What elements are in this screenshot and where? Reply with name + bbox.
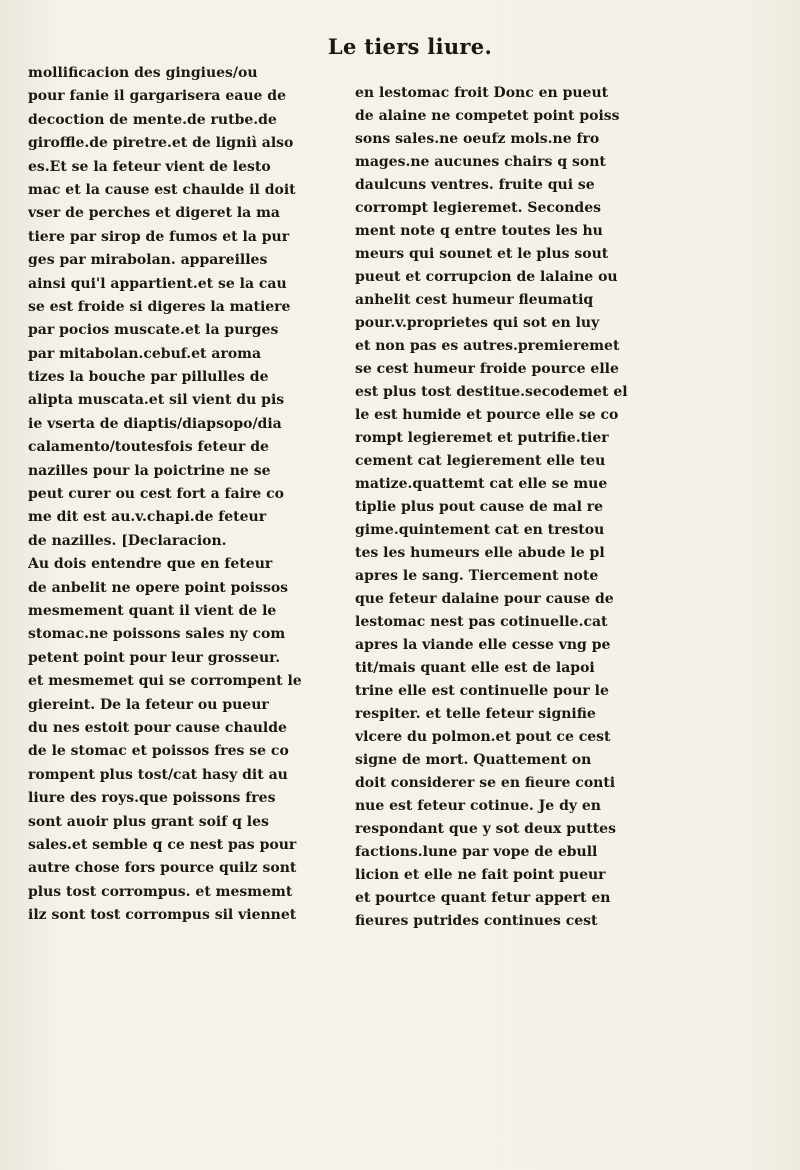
text-line: plus tost corrompus. et mesmemt bbox=[28, 883, 293, 900]
text-line: daulcuns ventres. fruite qui se bbox=[355, 177, 595, 193]
text-line: petent point pour leur grosseur. bbox=[28, 649, 281, 666]
text-line: liure des roys.que poissons fres bbox=[28, 790, 276, 807]
text-line: sons sales.ne oeufz mols.ne fro bbox=[355, 131, 600, 147]
text-line: meurs qui sounet et le plus sout bbox=[355, 246, 609, 262]
text-line: ges par mirabolan. appareilles bbox=[28, 252, 268, 269]
text-line: en lestomac froit Donc en pueut bbox=[355, 85, 609, 101]
text-line: gime.quintement cat en trestou bbox=[355, 522, 605, 538]
text-line: alipta muscata.et sil vient du pis bbox=[28, 392, 285, 409]
text-line: rompent plus tost/cat hasy dit au bbox=[28, 766, 288, 783]
text-line: nue est feteur cotinue. Je dy en bbox=[355, 798, 601, 814]
text-line: sont auoir plus grant soif q les bbox=[28, 813, 269, 830]
text-line: fieures putrides continues cest bbox=[355, 913, 598, 929]
left-text-column bbox=[28, 62, 350, 927]
text-line: par mitabolan.cebuf.et aroma bbox=[28, 345, 262, 362]
text-line: de anbelit ne opere point poissos bbox=[28, 579, 289, 596]
text-line: ainsi qui'l appartient.et se la cau bbox=[28, 275, 287, 292]
text-line: tizes la bouche par pillulles de bbox=[28, 369, 269, 386]
text-line: me dit est au.v.chapi.de feteur bbox=[28, 509, 267, 526]
text-line: et mesmemet qui se corrompent le bbox=[28, 673, 302, 690]
text-line: nazilles pour la poictrine ne se bbox=[28, 462, 271, 479]
text-line: peut curer ou cest fort a faire co bbox=[28, 486, 284, 503]
text-line: corrompt legieremet. Secondes bbox=[355, 200, 601, 216]
right-text-column bbox=[355, 82, 667, 933]
text-line: doit considerer se en fieure conti bbox=[355, 775, 616, 791]
text-line: tiplie plus pout cause de mal re bbox=[355, 499, 604, 515]
text-line: se est froide si digeres la matiere bbox=[28, 298, 291, 315]
text-line: tit/mais quant elle est de lapoi bbox=[355, 660, 595, 676]
text-line: de nazilles. [Declaracion. bbox=[28, 532, 227, 549]
text-line: est plus tost destitue.secodemet el bbox=[355, 384, 628, 400]
text-line: signe de mort. Quattement on bbox=[355, 752, 592, 768]
text-line: respondant que y sot deux puttes bbox=[355, 821, 616, 837]
text-line: Au dois entendre que en feteur bbox=[28, 556, 273, 573]
text-line: ilz sont tost corrompus sil viennet bbox=[28, 907, 297, 924]
text-line: mollificacion des gingiues/ou bbox=[28, 65, 258, 81]
text-line: ie vserta de diaptis/diapsopo/dia bbox=[28, 415, 282, 432]
text-line: du nes estoit pour cause chaulde bbox=[28, 719, 287, 736]
text-line: vser de perches et digeret la ma bbox=[28, 205, 281, 222]
text-line: cement cat legierement elle teu bbox=[355, 453, 606, 469]
text-line: matize.quattemt cat elle se mue bbox=[355, 476, 608, 492]
text-line: es.Et se la feteur vient de lesto bbox=[28, 158, 271, 175]
text-line: par pocios muscate.et la purges bbox=[28, 322, 279, 339]
text-line: lestomac nest pas cotinuelle.cat bbox=[355, 614, 608, 630]
text-line: sales.et semble q ce nest pas pour bbox=[28, 836, 297, 853]
text-line: licion et elle ne fait point pueur bbox=[355, 867, 606, 883]
text-line: rompt legieremet et putrifie.tier bbox=[355, 430, 609, 446]
running-head: Le tiers liure. bbox=[327, 34, 493, 59]
text-line: et non pas es autres.premieremet bbox=[355, 338, 620, 354]
text-line: se cest humeur froide pource elle bbox=[355, 361, 619, 377]
text-line: tes les humeurs elle abude le pl bbox=[355, 545, 605, 561]
text-line: et pourtce quant fetur appert en bbox=[355, 890, 611, 906]
text-line: de alaine ne competet point poiss bbox=[355, 108, 620, 124]
text-line: pour.v.proprietes qui sot en luy bbox=[355, 315, 600, 331]
text-line: pueut et corrupcion de lalaine ou bbox=[355, 269, 618, 285]
text-line: de le stomac et poissos fres se co bbox=[28, 743, 289, 760]
text-line: stomac.ne poissons sales ny com bbox=[28, 626, 286, 643]
text-line: apres le sang. Tiercement note bbox=[355, 568, 599, 584]
text-line: calamento/toutesfois feteur de bbox=[28, 439, 269, 456]
text-line: giroffle.de piretre.et de ligniì also bbox=[28, 135, 294, 152]
text-line: factions.lune par vope de ebull bbox=[355, 844, 598, 860]
text-line: trine elle est continuelle pour le bbox=[355, 683, 609, 699]
text-line: vlcere du polmon.et pout ce cest bbox=[355, 729, 611, 745]
text-line: que feteur dalaine pour cause de bbox=[355, 591, 614, 607]
text-line: mesmement quant il vient de le bbox=[28, 602, 277, 619]
text-line: anhelit cest humeur fleumatiq bbox=[355, 292, 594, 308]
text-line: autre chose fors pource quilz sont bbox=[28, 860, 297, 877]
text-line: le est humide et pource elle se co bbox=[355, 407, 619, 423]
text-line: decoction de mente.de rutbe.de bbox=[28, 111, 277, 128]
text-line: giereint. De la feteur ou pueur bbox=[28, 696, 269, 713]
text-line: mac et la cause est chaulde il doit bbox=[28, 181, 296, 198]
text-line: apres la viande elle cesse vng pe bbox=[355, 637, 611, 653]
text-line: mages.ne aucunes chairs q sont bbox=[355, 154, 606, 170]
text-line: tiere par sirop de fumos et la pur bbox=[28, 228, 290, 245]
text-line: ment note q entre toutes les hu bbox=[355, 223, 603, 239]
text-line: pour fanie il gargarisera eaue de bbox=[28, 88, 286, 105]
text-line: respiter. et telle feteur signifie bbox=[355, 706, 596, 722]
